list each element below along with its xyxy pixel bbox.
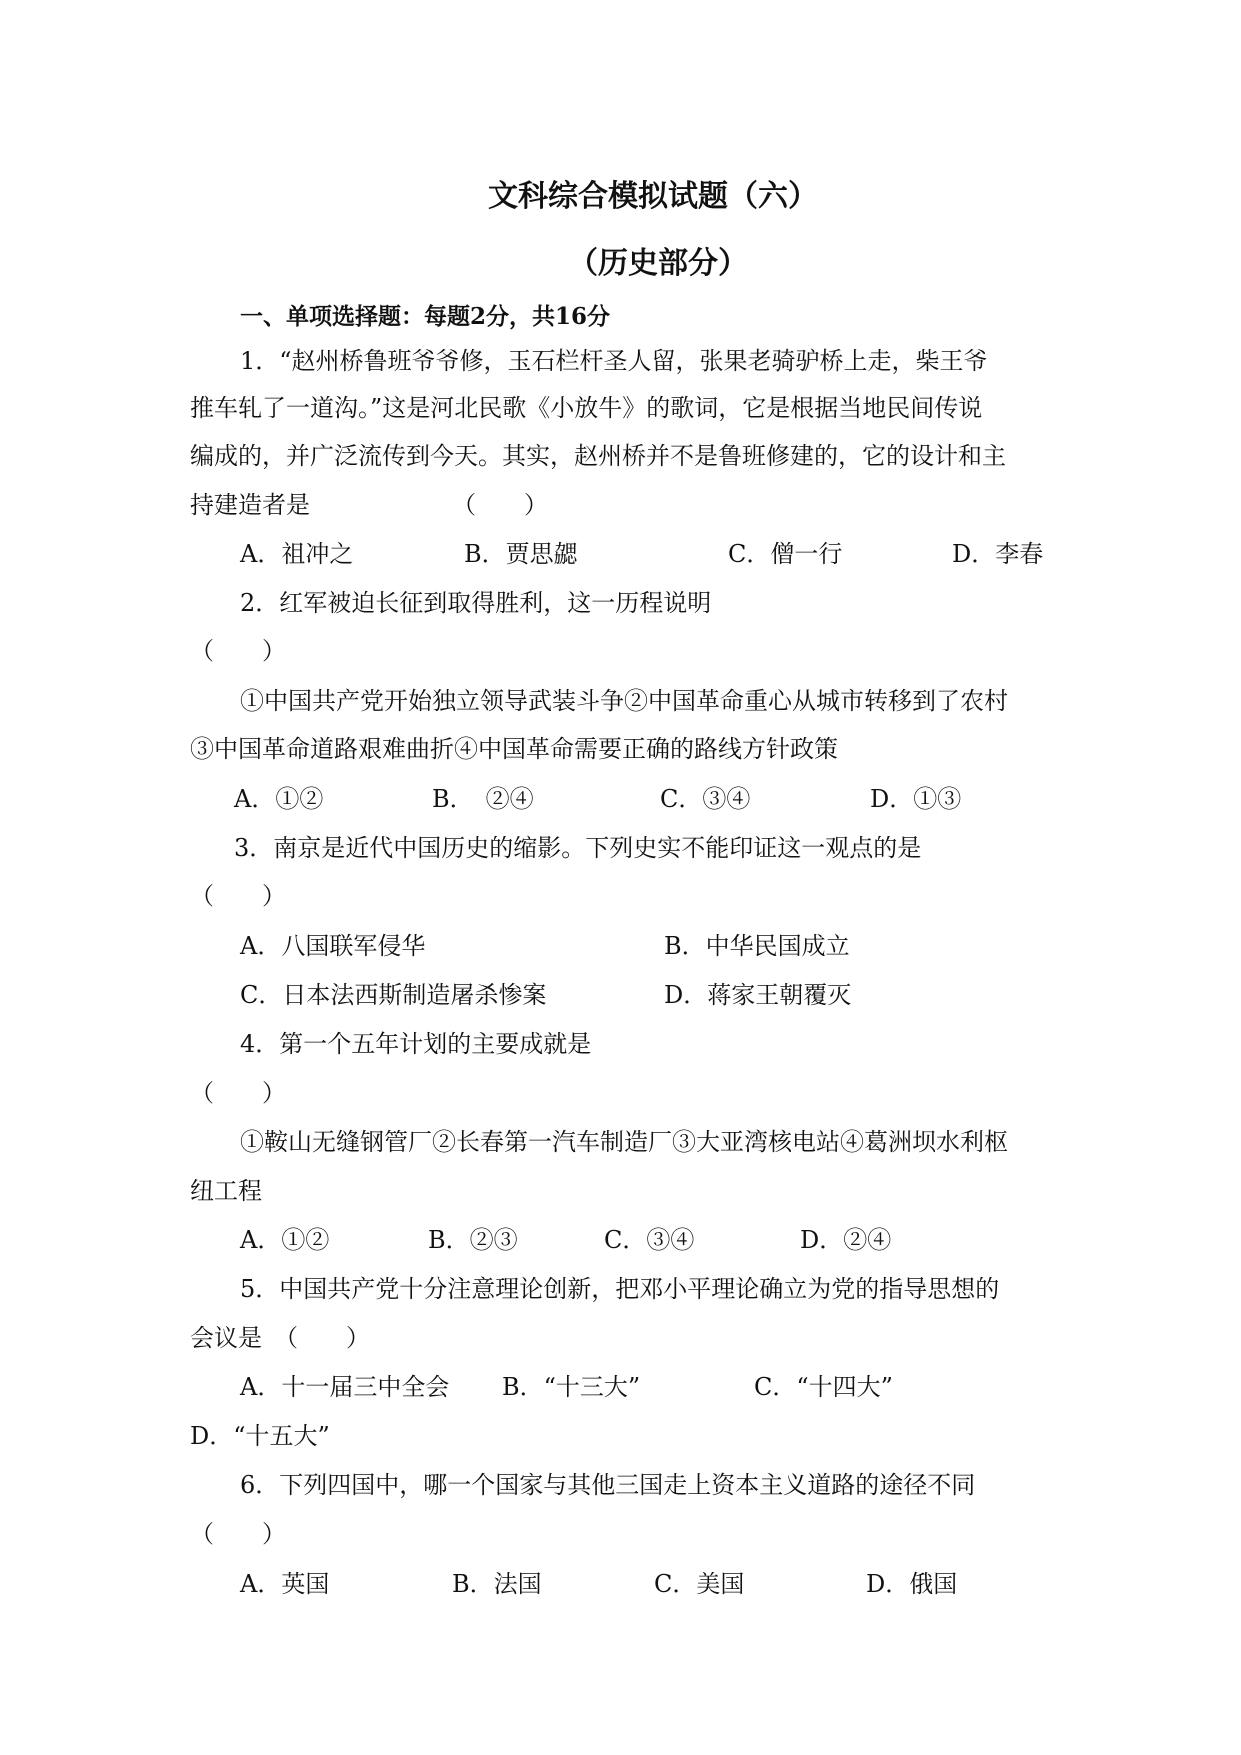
- q6-option-d: D．俄国: [866, 1570, 958, 1598]
- q5-option-a: A．十一届三中全会: [240, 1373, 450, 1401]
- q4-option-a: A．①②: [240, 1226, 330, 1254]
- q6-answer-bracket: （ ）: [190, 1520, 286, 1548]
- q2-option-c: C．③④: [660, 785, 751, 813]
- q1-option-c: C．僧一行: [728, 540, 843, 568]
- q2-item-line-2: ③中国革命道路艰难曲折④中国革命需要正确的路线方针政策: [190, 735, 838, 763]
- q3-option-a: A．八国联军侵华: [240, 932, 426, 960]
- page-title: 文科综合模拟试题（六）: [488, 179, 818, 214]
- q6-option-c: C．美国: [654, 1570, 745, 1598]
- q3-option-c: C．日本法西斯制造屠杀惨案: [240, 981, 547, 1009]
- q5-option-d: D．“十五大”: [190, 1422, 330, 1450]
- q5-line-2: 会议是 （ ）: [190, 1324, 370, 1352]
- q4-item-line-1: ①鞍山无缝钢管厂②长春第一汽车制造厂③大亚湾核电站④葛洲坝水利枢: [240, 1128, 1008, 1156]
- q2-item-line-1: ①中国共产党开始独立领导武装斗争②中国革命重心从城市转移到了农村: [240, 687, 1008, 715]
- q3-option-b: B．中华民国成立: [664, 932, 850, 960]
- q2-option-d: D．①③: [870, 785, 962, 813]
- q4-stem: 4．第一个五年计划的主要成就是: [240, 1030, 592, 1058]
- q1-line-4: 持建造者是: [190, 491, 310, 519]
- q4-option-d: D．②④: [800, 1226, 892, 1254]
- q1-line-2: 推车轧了一道沟。”这是河北民歌《小放牛》的歌词，它是根据当地民间传说: [190, 394, 983, 422]
- q3-option-d: D．蒋家王朝覆灭: [664, 981, 852, 1009]
- q6-option-a: A．英国: [240, 1570, 330, 1598]
- section-heading: 一、单项选择题：每题2分，共16分: [240, 303, 611, 330]
- q1-answer-bracket: （ ）: [452, 491, 548, 519]
- q2-answer-bracket: （ ）: [190, 637, 286, 665]
- q1-option-b: B．贾思勰: [464, 540, 578, 568]
- q2-stem: 2．红军被迫长征到取得胜利，这一历程说明: [240, 589, 712, 617]
- q6-stem: 6．下列四国中，哪一个国家与其他三国走上资本主义道路的途径不同: [240, 1471, 976, 1499]
- q1-option-a: A．祖冲之: [240, 540, 354, 568]
- q2-option-a: A．①②: [234, 785, 324, 813]
- q4-option-c: C．③④: [604, 1226, 695, 1254]
- q2-option-b: B． ②④: [432, 785, 534, 813]
- q3-stem: 3．南京是近代中国历史的缩影。下列史实不能印证这一观点的是: [234, 834, 922, 862]
- q1-line-3: 编成的，并广泛流传到今天。其实，赵州桥并不是鲁班修建的，它的设计和主: [190, 442, 1006, 470]
- q6-option-b: B．法国: [452, 1570, 542, 1598]
- q4-option-b: B．②③: [428, 1226, 518, 1254]
- q4-answer-bracket: （ ）: [190, 1079, 286, 1107]
- q5-option-b: B．“十三大”: [502, 1373, 641, 1401]
- q5-line-1: 5．中国共产党十分注意理论创新，把邓小平理论确立为党的指导思想的: [240, 1275, 1000, 1303]
- q4-item-line-2: 纽工程: [190, 1177, 262, 1205]
- page-subtitle: （历史部分）: [568, 246, 748, 281]
- q1-line-1: 1．“赵州桥鲁班爷爷修，玉石栏杆圣人留，张果老骑驴桥上走，柴王爷: [240, 347, 988, 375]
- q1-option-d: D．李春: [952, 540, 1044, 568]
- q5-option-c: C．“十四大”: [754, 1373, 893, 1401]
- q3-answer-bracket: （ ）: [190, 882, 286, 910]
